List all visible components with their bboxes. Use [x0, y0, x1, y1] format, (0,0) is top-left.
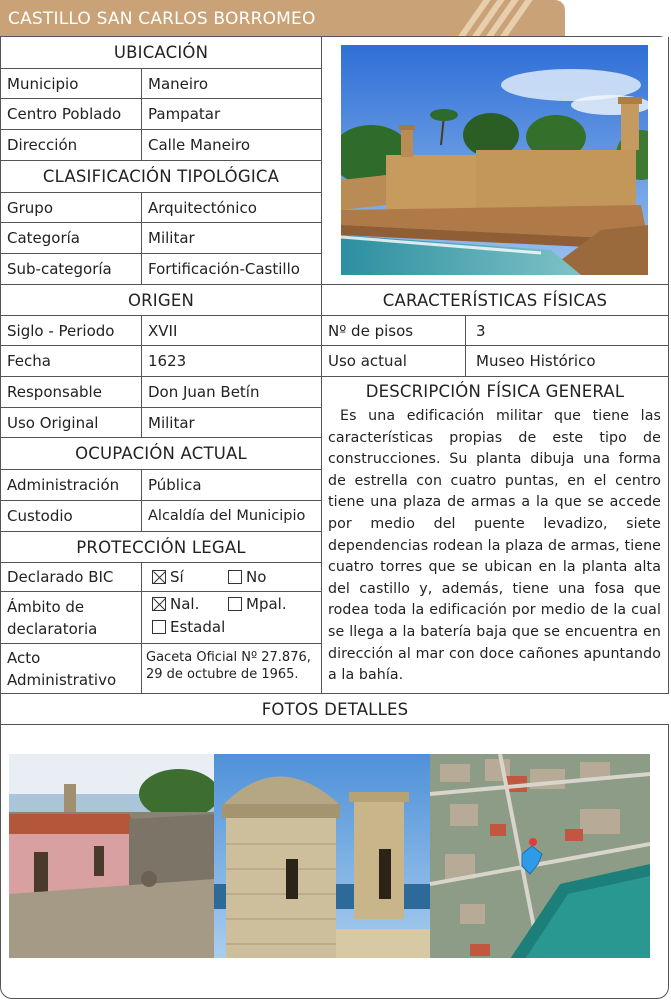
uso-actual-value: Museo Histórico: [466, 346, 669, 377]
centro-poblado-value: Pampatar: [142, 99, 322, 130]
towers-photo-image: [214, 754, 430, 958]
uso-original-label: Uso Original: [1, 408, 142, 438]
fecha-value: 1623: [142, 346, 322, 377]
empty-box-icon[interactable]: [152, 620, 166, 634]
origen-header: ORIGEN: [1, 285, 322, 316]
responsable-label: Responsable: [1, 377, 142, 408]
declarado-options: [142, 563, 322, 592]
empty-box-icon[interactable]: [228, 597, 242, 611]
uso-actual-label: Uso actual: [322, 346, 466, 377]
declarado-no-option[interactable]: No: [228, 568, 266, 586]
satellite-map-photo: [430, 754, 650, 958]
ubicacion-header: UBICACIÓN: [1, 37, 322, 69]
pisos-label: Nº de pisos: [322, 316, 466, 346]
responsable-value: Don Juan Betín: [142, 377, 322, 408]
checked-box-icon[interactable]: [152, 570, 166, 584]
descripcion-text: Es una edificación militar que tiene las características propias de este tipo de construcciones. Su planta dibuja una forma de estrella con cuatro puntas, en el centro tiene una plaza de armas a la que se accede por medio del puente levadizo, siete dependencias rodean la plaza de armas, tiene cuatro torres que se ubican en la planta alta del castillo y, además, tiene una fosa que rodea toda la edificación por medio de la cual se llega a la batería baja que se encuentra en dirección al mar con doce cañones apuntando a la bahía.: [328, 408, 661, 684]
castle-photo-image: [341, 45, 648, 275]
declarado-si-option[interactable]: Sí: [152, 568, 184, 586]
custodio-label: Custodio: [1, 501, 142, 532]
municipio-value: Maneiro: [142, 69, 322, 99]
ambito-mpal-option[interactable]: Mpal.: [228, 595, 287, 613]
administracion-value: Pública: [142, 470, 322, 501]
empty-box-icon[interactable]: [228, 570, 242, 584]
siglo-label: Siglo - Periodo: [1, 316, 142, 346]
courtyard-photo-image: [9, 754, 214, 958]
municipio-label: Municipio: [1, 69, 142, 99]
subcategoria-label: Sub-categoría: [1, 254, 142, 285]
ambito-estadal-option[interactable]: Estadal: [152, 618, 225, 636]
administracion-label: Administración: [1, 470, 142, 501]
courtyard-photo: [9, 754, 214, 958]
page-title: CASTILLO SAN CARLOS BORROMEO: [8, 9, 316, 29]
ambito-nal-option[interactable]: Nal.: [152, 595, 199, 613]
pisos-value: 3: [466, 316, 669, 346]
direccion-label: Dirección: [1, 130, 142, 161]
custodio-value: Alcaldía del Municipio: [142, 501, 322, 532]
ambito-label: Ámbito de declaratoria: [1, 592, 142, 644]
acto-label: Acto Administrativo: [1, 644, 142, 694]
direccion-value: Calle Maneiro: [142, 130, 322, 161]
categoria-label: Categoría: [1, 223, 142, 254]
grupo-label: Grupo: [1, 193, 142, 223]
satellite-map-image: [430, 754, 650, 958]
descripcion-header: DESCRIPCIÓN FÍSICA GENERAL: [322, 377, 669, 405]
ambito-options: [142, 592, 322, 644]
checked-box-icon[interactable]: [152, 597, 166, 611]
grupo-value: Arquitectónico: [142, 193, 322, 223]
towers-photo: [214, 754, 430, 958]
ocupacion-header: OCUPACIÓN ACTUAL: [1, 438, 322, 470]
fotos-header: FOTOS DETALLES: [1, 694, 669, 725]
main-photo: [341, 45, 648, 275]
acto-value: Gaceta Oficial Nº 27.876, 29 de octubre de 1965.: [142, 644, 322, 694]
uso-original-value: Militar: [142, 408, 322, 438]
proteccion-header: PROTECCIÓN LEGAL: [1, 532, 322, 563]
fecha-label: Fecha: [1, 346, 142, 377]
categoria-value: Militar: [142, 223, 322, 254]
siglo-value: XVII: [142, 316, 322, 346]
clasificacion-header: CLASIFICACIÓN TIPOLÓGICA: [1, 161, 322, 193]
subcategoria-value: Fortificación-Castillo: [142, 254, 322, 285]
declarado-label: Declarado BIC: [1, 563, 142, 592]
caracteristicas-header: CARACTERÍSTICAS FÍSICAS: [322, 285, 669, 316]
centro-poblado-label: Centro Poblado: [1, 99, 142, 130]
